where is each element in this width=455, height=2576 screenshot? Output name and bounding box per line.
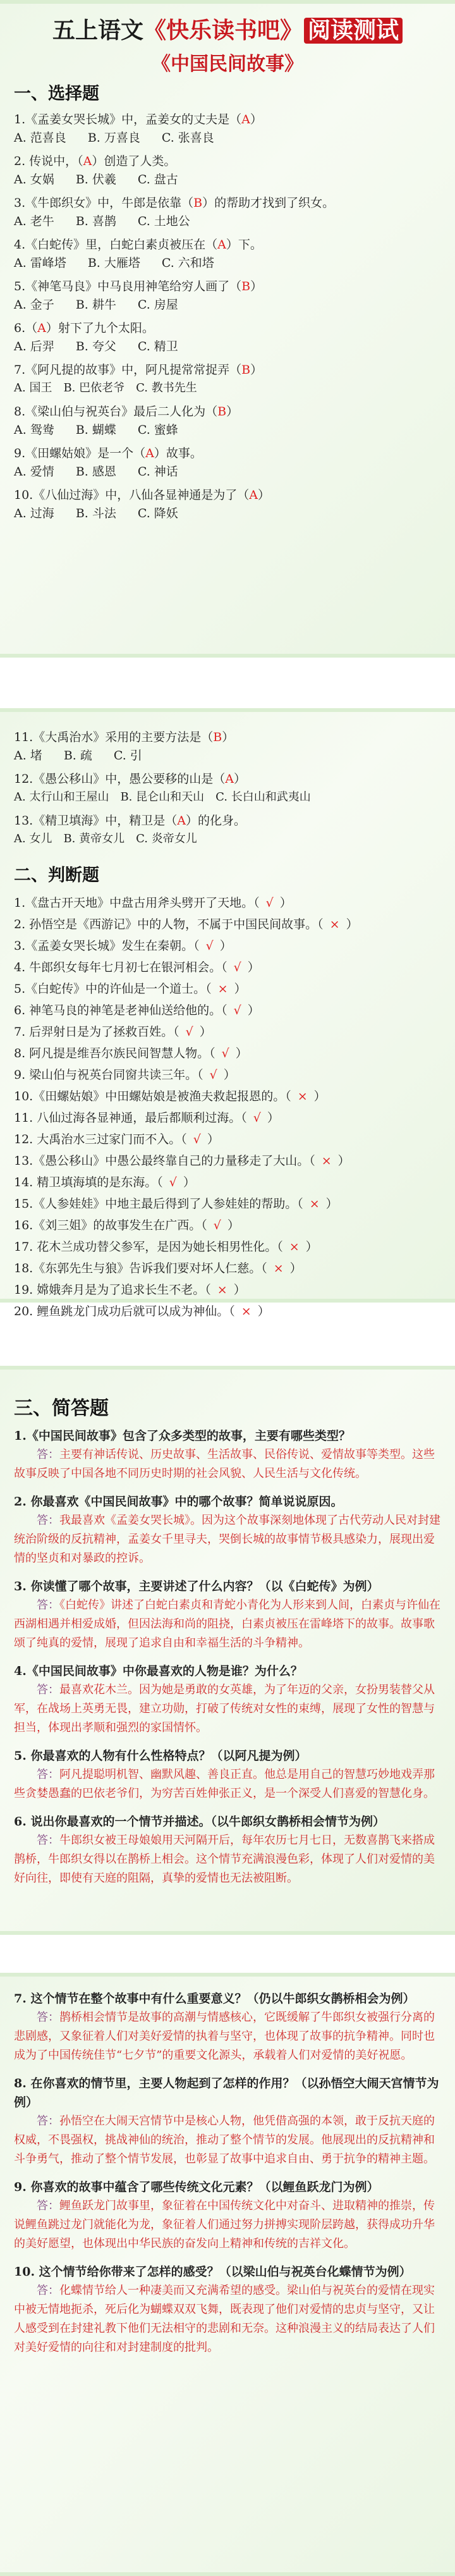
option-item: A. 老牛 (14, 214, 54, 228)
judge-mark: × (321, 1154, 332, 1168)
short-answer-answer (14, 2112, 441, 2169)
stem-text: 8.《梁山伯与祝英台》最后二人化为（ (14, 405, 218, 419)
judge-close: ） (183, 1175, 195, 1189)
option-item: A. 后羿 (14, 340, 54, 353)
stem-text-end: ）故事。 (154, 446, 202, 460)
short-answer-question: 6. 说出你最喜欢的一个情节并描述。（以牛郎织女鹊桥相会情节为例） (14, 1815, 385, 1829)
judge-close: ） (305, 1240, 318, 1254)
judge-text (14, 1172, 441, 1193)
option-item: C. 引 (113, 749, 142, 763)
judge-close: ） (257, 1304, 270, 1318)
short-answer-answer (14, 1831, 441, 1888)
option-item: C. 炎帝女儿 (136, 832, 197, 845)
question-stem (14, 194, 441, 212)
judge-text (14, 1301, 441, 1322)
judge-close: ） (247, 1003, 260, 1017)
stem-text-end: ） (250, 363, 263, 377)
choice-question (14, 236, 441, 273)
short-answer-answer (14, 1681, 441, 1738)
answer-text: 《白蛇传》讲述了白蛇白素贞和青蛇小青化为人形来到人间，白素贞与许仙在西湖相遇并相爱成婚，但因法海和尚的阻挠，白素贞被压在雷峰塔下的故事。故事歌颂了纯真的爱情，展现了追求自由和幸福生活的斗争精神。 (14, 1598, 440, 1650)
option-item: B. 感恩 (75, 465, 116, 479)
option-item: C. 土地公 (137, 214, 190, 228)
short-answer-answer (14, 1445, 441, 1483)
short-answer-answer (14, 2008, 441, 2065)
answer-text: 阿凡提聪明机智、幽默风趣、善良正直。他总是用自己的智慧巧妙地戏弄那些贪婪愚蠢的巴依老爷们，为穷苦百姓伸张正义，是一个深受人们喜爱的智慧化身。 (14, 1768, 435, 1800)
judge-item (14, 957, 441, 978)
option-item: C. 降妖 (137, 506, 178, 520)
judge-statement: 10.《田螺姑娘》中田螺姑娘是被渔夫救起报恩的。（ (14, 1089, 291, 1103)
option-item: A. 女娲 (14, 173, 54, 187)
judge-close: ） (267, 1111, 279, 1125)
judge-statement: 9. 梁山伯与祝英台同窗共读三年。（ (14, 1068, 203, 1082)
option-item: A. 范喜良 (14, 131, 66, 145)
judge-item (14, 1172, 441, 1193)
question-stem (14, 770, 441, 788)
judge-item (14, 1236, 441, 1258)
option-item: C. 教书先生 (136, 381, 197, 395)
judge-item (14, 1000, 441, 1021)
answer-label: 答： (37, 1448, 59, 1461)
answer-letter: B (241, 363, 251, 377)
stem-text-end: ）创造了人类。 (92, 154, 176, 168)
judge-mark: √ (253, 1111, 261, 1125)
judge-item (14, 892, 441, 914)
stem-text-end: ）射下了九个太阳。 (46, 321, 154, 335)
option-row (14, 746, 441, 765)
section-heading: 一、选择题 (14, 84, 99, 104)
short-answer-question: 9. 你喜欢的故事中蕴含了哪些传统文化元素？（以鲤鱼跃龙门为例） (14, 2180, 379, 2194)
choice-question (14, 278, 441, 314)
option-item: A. 金子 (14, 298, 54, 312)
judge-item (14, 1107, 441, 1129)
judge-item (14, 935, 441, 957)
judge-statement: 12. 大禹治水三过家门而不入。（ (14, 1132, 187, 1146)
question-stem (14, 236, 441, 254)
choice-question (14, 111, 441, 147)
short-answer-answer (14, 2197, 441, 2254)
short-answer-question: 5. 你最喜欢的人物有什么性格特点？（以阿凡提为例） (14, 1749, 307, 1763)
judge-close: ） (313, 1089, 326, 1103)
judge-statement: 18.《东郭先生与狼》告诉我们要对坏人仁慈。（ (14, 1261, 267, 1275)
stem-text: 10.《八仙过海》中，八仙各显神通是为了（ (14, 488, 250, 502)
judge-close: ） (199, 1025, 212, 1039)
judge-mark: √ (205, 939, 214, 953)
judge-item (14, 1301, 441, 1322)
judge-statement: 16.《刘三姐》的故事发生在广西。（ (14, 1218, 207, 1232)
short-answer-question: 10. 这个情节给你带来了怎样的感受？（以梁山伯与祝英台化蝶情节为例） (14, 2265, 411, 2279)
title-prefix: 五上语文 (52, 18, 143, 44)
judge-statement: 17. 花木兰成功替父参军，是因为她长相男性化。（ (14, 1240, 283, 1254)
option-item: A. 女儿 (14, 832, 52, 845)
judge-text (14, 1107, 441, 1129)
judge-mark: √ (233, 960, 241, 974)
option-item: A. 爱情 (14, 465, 54, 479)
short-answer-question: 2. 你最喜欢《中国民间故事》中的哪个故事？简单说说原因。 (14, 1495, 343, 1509)
stem-text: 13.《精卫填海》中，精卫是（ (14, 814, 178, 828)
judge-item (14, 1258, 441, 1279)
choice-section (14, 80, 441, 528)
judge-statement: 14. 精卫填海填的是东海。（ (14, 1175, 163, 1189)
stem-text: 1.《孟姜女哭长城》中，孟姜女的丈夫是（ (14, 113, 242, 126)
judge-item (14, 1043, 441, 1064)
judge-statement: 6. 神笔马良的神笔是老神仙送给他的。（ (14, 1003, 228, 1017)
short-answer-item (14, 2074, 441, 2169)
option-item: A. 堵 (14, 749, 42, 763)
short-answer-item (14, 2178, 441, 2254)
judge-close: ） (279, 896, 292, 910)
option-item: A. 雷峰塔 (14, 256, 66, 270)
judge-item (14, 978, 441, 1000)
subtitle: 《中国民间故事》 (152, 53, 303, 75)
judge-section (14, 861, 441, 1322)
question-stem (14, 361, 441, 379)
answer-letter: A (225, 772, 234, 786)
judge-text (14, 1215, 441, 1236)
judge-item (14, 1064, 441, 1086)
judge-close: ） (207, 1132, 219, 1146)
choice-question (14, 770, 441, 807)
short-answer-item (14, 1492, 441, 1568)
option-item: B. 万喜良 (87, 131, 140, 145)
option-item: B. 夸父 (75, 340, 116, 353)
answer-label: 答： (37, 1834, 59, 1847)
option-row (14, 788, 441, 807)
judge-statement: 15.《人参娃娃》中地主最后得到了人参娃娃的帮助。（ (14, 1197, 303, 1211)
judge-mark: √ (185, 1025, 193, 1039)
option-row (14, 295, 441, 314)
short-answer-answer (14, 1596, 441, 1653)
option-row (14, 337, 441, 356)
answer-text: 我最喜欢《孟姜女哭长城》。因为这个故事深刻地体现了古代劳动人民对封建统治阶级的反抗精神，孟姜女千里寻夫，哭倒长城的故事情节极具感染力，展现出爱情的坚贞和对暴政的控诉。 (14, 1514, 440, 1565)
title-suffix: 阅读测试 (304, 18, 403, 44)
choice-question (14, 361, 441, 398)
answer-letter: B (213, 730, 222, 744)
option-item: B. 昆仑山和天山 (120, 790, 205, 804)
panel-choice-part1 (0, 0, 455, 658)
judge-mark: √ (233, 1003, 241, 1017)
panel-short-answer-part2 (0, 1973, 455, 2576)
answer-letter: B (193, 196, 203, 210)
short-answer-question: 7. 这个情节在整个故事中有什么重要意义？（仍以牛郎织女鹊桥相会为例） (14, 1992, 415, 2006)
judge-statement: 8. 阿凡提是维吾尔族民间智慧人物。（ (14, 1046, 215, 1060)
answer-letter: A (177, 814, 186, 828)
answer-text: 鲤鱼跃龙门故事里，象征着在中国传统文化中对奋斗、进取精神的推崇，传说鲤鱼跳过龙门就能化为龙，象征着人们通过努力拼搏实现阶层跨越，获得成功升华的美好愿望，也体现出中华民族的奋发向上精神和传统的吉祥文化。 (14, 2199, 435, 2250)
option-item: B. 大雁塔 (87, 256, 140, 270)
answer-letter: A (249, 488, 258, 502)
stem-text-end: ）下。 (226, 238, 262, 252)
section-heading: 三、简答题 (14, 1397, 109, 1420)
judge-close: ） (247, 960, 260, 974)
question-stem (14, 728, 441, 746)
judge-mark: × (329, 917, 340, 931)
option-item: A. 过海 (14, 506, 54, 520)
option-row (14, 420, 441, 439)
answer-text: 化蝶情节给人一种凄美而又充满希望的感受。梁山伯与祝英台的爱情在现实中被无情地扼杀，死后化为蝴蝶双双飞舞，既表现了他们对爱情的忠贞与坚守，又让人感受到在封建礼教下他们无法相守的悲剧和无奈。这种浪漫主义的结局表达了人们对美好爱情的向往和对封建制度的批判。 (14, 2284, 435, 2354)
judge-close: ） (219, 939, 232, 953)
judge-text (14, 892, 441, 914)
option-item: B. 喜鹊 (75, 214, 116, 228)
title-book: 《快乐读书吧》 (143, 18, 303, 44)
short-answer-answer (14, 1765, 441, 1803)
judge-close: ） (289, 1261, 302, 1275)
judge-item (14, 1021, 441, 1043)
judge-statement: 1.《盘古开天地》中盘古用斧头劈开了天地。（ (14, 896, 260, 910)
answer-text: 最喜欢花木兰。因为她是勇敢的女英雄，为了年迈的父亲，女扮男装替父从军，在战场上英勇无畏，建立功勋，打破了传统对女性的束缚，展现了女性的智慧与担当，体现出孝顺和强烈的家国情怀。 (14, 1683, 435, 1734)
judge-item (14, 914, 441, 935)
short-answer-question: 3. 你读懂了哪个故事，主要讲述了什么内容？（以《白蛇传》为例） (14, 1579, 379, 1593)
answer-letter: B (241, 279, 251, 293)
judge-mark: × (241, 1304, 252, 1318)
judge-text (14, 935, 441, 957)
judge-text (14, 1236, 441, 1258)
judge-text (14, 978, 441, 1000)
judge-item (14, 1215, 441, 1236)
short-answer-item (14, 1577, 441, 1653)
option-item: C. 六和塔 (161, 256, 214, 270)
judge-item (14, 1086, 441, 1107)
judge-text (14, 1150, 441, 1172)
option-row (14, 462, 441, 481)
panel-choice-judge (0, 708, 455, 1318)
option-item: C. 精卫 (137, 340, 178, 353)
question-stem (14, 111, 441, 128)
question-stem (14, 319, 441, 337)
judge-text (14, 1258, 441, 1279)
answer-label: 答： (37, 2284, 59, 2297)
judge-mark: × (289, 1240, 300, 1254)
option-row (14, 379, 441, 398)
answer-label: 答： (37, 2114, 59, 2128)
choice-section-cont (14, 728, 441, 854)
option-item: C. 房屋 (137, 298, 178, 312)
judge-text (14, 1279, 441, 1301)
panel-short-answer-part1 (0, 1366, 455, 1935)
short-answer-question: 8. 在你喜欢的情节里，主要人物起到了怎样的作用？（以孙悟空大闹天宫情节为例） (14, 2076, 439, 2109)
answer-text: 鹊桥相会情节是故事的高潮与情感核心，它既缓解了牛郎织女被强行分离的悲剧感，又象征着人们对美好爱情的执着与坚守，也体现了故事的抗争精神。同时也成为了中国传统佳节“七夕节”的重要文化源头，承载着人们对爱情的美好祝愿。 (14, 2011, 435, 2062)
short-answer-item (14, 1662, 441, 1738)
stem-text-end: ） (226, 405, 239, 419)
stem-text-end: ）的帮助才找到了织女。 (202, 196, 335, 210)
judge-mark: √ (193, 1132, 201, 1146)
answer-letter: A (217, 238, 226, 252)
judge-mark: × (309, 1197, 320, 1211)
option-item: B. 疏 (63, 749, 92, 763)
judge-statement: 7. 后羿射日是为了拯救百姓。（ (14, 1025, 179, 1039)
stem-text: 7.《阿凡提的故事》中，阿凡提常常捉弄（ (14, 363, 242, 377)
judge-mark: × (217, 982, 228, 996)
judge-close: ） (223, 1068, 236, 1082)
choice-question (14, 319, 441, 356)
question-stem (14, 812, 441, 830)
answer-label: 答： (37, 1768, 59, 1781)
stem-text: 12.《愚公移山》中，愚公要移的山是（ (14, 772, 226, 786)
short-answer-answer (14, 1511, 441, 1568)
option-row (14, 170, 441, 189)
option-item: A. 太行山和王屋山 (14, 790, 109, 804)
judge-item (14, 1150, 441, 1172)
option-row (14, 504, 441, 523)
judge-mark: √ (221, 1046, 229, 1060)
choice-question (14, 486, 441, 523)
judge-statement: 20. 鲤鱼跳龙门成功后就可以成为神仙。（ (14, 1304, 235, 1318)
stem-text: 3.《牛郎织女》中，牛郎是依靠（ (14, 196, 194, 210)
question-stem (14, 403, 441, 420)
judge-text (14, 914, 441, 935)
judge-text (14, 1000, 441, 1021)
judge-statement: 4. 牛郎织女每年七月初七在银河相会。（ (14, 960, 228, 974)
short-answer-section-cont (14, 1989, 441, 2366)
judge-close: ） (337, 1154, 350, 1168)
judge-text (14, 1193, 441, 1215)
choice-question (14, 194, 441, 231)
option-row (14, 830, 441, 849)
stem-text-end: ）的化身。 (185, 814, 246, 828)
question-stem (14, 278, 441, 295)
judge-statement: 13.《愚公移山》中愚公最终靠自己的力量移走了大山。（ (14, 1154, 315, 1168)
short-answer-section (14, 1392, 441, 1897)
stem-text: 9.《田螺姑娘》是一个（ (14, 446, 146, 460)
short-answer-question: 1.《中国民间故事》包含了众多类型的故事，主要有哪些类型？ (14, 1429, 351, 1443)
option-item: B. 斗法 (75, 506, 116, 520)
judge-text (14, 1064, 441, 1086)
answer-label: 答： (37, 2011, 59, 2024)
answer-text: 主要有神话传说、历史故事、生活故事、民俗传说、爱情故事等类型。这些故事反映了中国各地不同历史时期的社会风貌、人民生活与文化传统。 (14, 1448, 435, 1480)
answer-text: 牛郎织女被王母娘娘用天河隔开后，每年农历七月七日，无数喜鹊飞来搭成鹊桥，牛郎织女得以在鹊桥上相会。这个情节充满浪漫色彩，体现了人们对爱情的美好向往，即使有天庭的阻隔，真挚的爱情也无法被阻断。 (14, 1834, 435, 1885)
judge-statement: 5.《白蛇传》中的许仙是一个道士。（ (14, 982, 212, 996)
main-title (0, 13, 455, 45)
judge-mark: √ (213, 1218, 221, 1232)
section-heading: 二、判断题 (14, 866, 99, 885)
option-item: A. 国王 (14, 381, 52, 395)
choice-question (14, 403, 441, 439)
judge-close: ） (227, 1218, 240, 1232)
option-item: B. 伏羲 (75, 173, 116, 187)
judge-close: ） (234, 982, 246, 996)
stem-text-end: ） (250, 113, 262, 126)
judge-mark: √ (209, 1068, 217, 1082)
choice-question (14, 728, 441, 765)
answer-text: 孙悟空在大闹天宫情节中是核心人物，他凭借高强的本领，敢于反抗天庭的权威，不畏强权，挑战神仙的统治，推动了整个情节的发展。他展现出的反抗精神和斗争勇气，推动了整个情节发展，也彰显了故事中追求自由、勇于抗争的精神主题。 (14, 2114, 435, 2166)
choice-question (14, 152, 441, 189)
question-stem (14, 445, 441, 462)
stem-text-end: ） (257, 488, 270, 502)
answer-letter: A (241, 113, 250, 126)
stem-text: 6.（ (14, 321, 38, 335)
short-answer-item (14, 1812, 441, 1888)
question-stem (14, 486, 441, 504)
short-answer-item (14, 1426, 441, 1483)
short-answer-item (14, 1746, 441, 1803)
option-row (14, 254, 441, 273)
option-item: B. 黄帝女儿 (63, 832, 125, 845)
stem-text: 11.《大禹治水》采用的主要方法是（ (14, 730, 214, 744)
option-item: C. 张喜良 (161, 131, 214, 145)
judge-statement: 2. 孙悟空是《西游记》中的人物，不属于中国民间故事。（ (14, 917, 324, 931)
judge-item (14, 1193, 441, 1215)
short-answer-answer (14, 2281, 441, 2357)
stem-text-end: ） (222, 730, 234, 744)
judge-statement: 19. 嫦娥奔月是为了追求长生不老。（ (14, 1283, 211, 1297)
option-row (14, 128, 441, 147)
stem-text: 2. 传说中，（ (14, 154, 83, 168)
option-item: C. 长白山和武夷山 (215, 790, 311, 804)
option-item: A. 鸳鸯 (14, 423, 54, 437)
answer-letter: A (37, 321, 46, 335)
answer-label: 答： (37, 1683, 59, 1696)
answer-letter: B (217, 405, 227, 419)
choice-question (14, 812, 441, 849)
judge-mark: √ (265, 896, 274, 910)
judge-item (14, 1129, 441, 1150)
answer-letter: A (83, 154, 92, 168)
option-item: B. 耕牛 (75, 298, 116, 312)
short-answer-item (14, 2262, 441, 2357)
answer-label: 答： (37, 1598, 59, 1612)
short-answer-question: 4.《中国民间故事》中你最喜欢的人物是谁？为什么？ (14, 1664, 303, 1678)
judge-statement: 3.《孟姜女哭长城》发生在秦朝。（ (14, 939, 200, 953)
stem-text-end: ） (233, 772, 246, 786)
judge-close: ） (346, 917, 358, 931)
judge-item (14, 1279, 441, 1301)
answer-label: 答： (37, 2199, 59, 2212)
option-item: C. 蜜蜂 (137, 423, 178, 437)
judge-statement: 11. 八仙过海各显神通，最后都顺利过海。（ (14, 1111, 247, 1125)
short-answer-item (14, 1989, 441, 2065)
judge-close: ） (235, 1046, 248, 1060)
judge-text (14, 1043, 441, 1064)
judge-text (14, 1021, 441, 1043)
judge-mark: √ (169, 1175, 177, 1189)
judge-text (14, 1086, 441, 1107)
answer-letter: A (145, 446, 154, 460)
judge-mark: × (217, 1283, 228, 1297)
judge-close: ） (233, 1283, 246, 1297)
option-item: C. 神话 (137, 465, 178, 479)
question-stem (14, 152, 441, 170)
answer-label: 答： (37, 1514, 59, 1527)
choice-question (14, 445, 441, 481)
option-item: B. 蝴蝶 (75, 423, 116, 437)
stem-text: 5.《神笔马良》中马良用神笔给穷人画了（ (14, 279, 242, 293)
option-row (14, 212, 441, 231)
judge-close: ） (325, 1197, 338, 1211)
option-item: B. 巴依老爷 (63, 381, 125, 395)
option-item: C. 盘古 (137, 173, 178, 187)
stem-text-end: ） (250, 279, 263, 293)
stem-text: 4.《白蛇传》里，白蛇白素贞被压在（ (14, 238, 218, 252)
judge-text (14, 957, 441, 978)
judge-text (14, 1129, 441, 1150)
judge-mark: × (297, 1089, 308, 1103)
judge-mark: × (273, 1261, 284, 1275)
